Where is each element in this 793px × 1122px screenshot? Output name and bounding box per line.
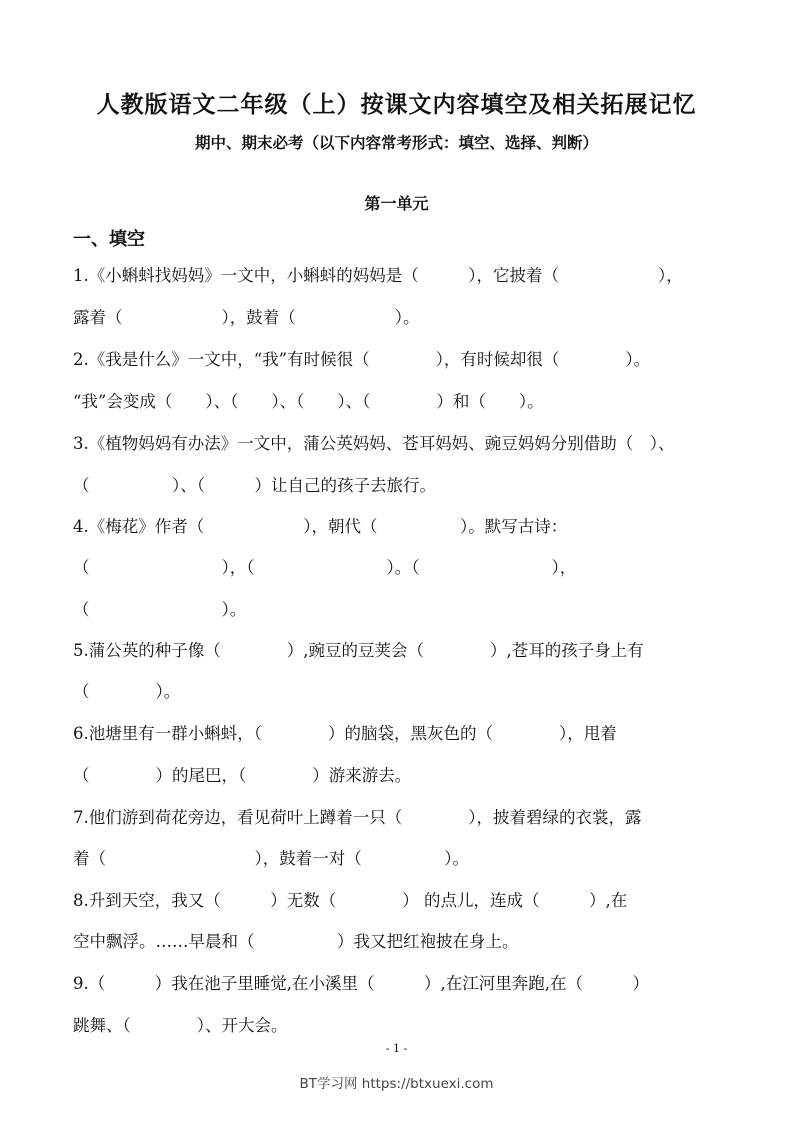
question-8-line-2: 空中飘浮。……早晨和（ ）我又把红袍披在身上。 bbox=[73, 932, 519, 951]
question-1-line-1: 1.《小蝌蚪找妈妈》一文中，小蝌蚪的妈妈是（ ），它披着（ ）， bbox=[73, 266, 683, 285]
question-7-line-1: 7.他们游到荷花旁边，看见荷叶上蹲着一只（ ），披着碧绿的衣裳，露 bbox=[73, 808, 642, 827]
question-3-line-2: （ ）、（ ）让自己的孩子去旅行。 bbox=[73, 476, 436, 495]
question-4-line-3: （ ）。 bbox=[73, 600, 247, 619]
question-2-line-1: 2.《我是什么》一文中，“我”有时候很（ ），有时候却很（ ）。 bbox=[73, 350, 651, 369]
question-3-line-1: 3.《植物妈妈有办法》一文中，蒲公英妈妈、苍耳妈妈、豌豆妈妈分别借助（ ）、 bbox=[73, 434, 675, 453]
unit-heading: 第一单元 bbox=[364, 194, 429, 213]
page-number: - 1 - bbox=[385, 1042, 408, 1055]
question-5-line-1: 5.蒲公英的种子像（ ）,豌豆的豆荚会（ ）,苍耳的孩子身上有 bbox=[73, 641, 644, 660]
question-6-line-1: 6.池塘里有一群小蝌蚪，（ ）的脑袋，黑灰色的（ ），甩着 bbox=[73, 724, 617, 743]
question-9-line-1: 9.（ ）我在池子里睡觉,在小溪里（ ）,在江河里奔跑,在（ ） bbox=[73, 974, 649, 993]
question-4-line-1: 4.《梅花》作者（ ），朝代（ ）。默写古诗： bbox=[73, 517, 568, 536]
question-6-line-2: （ ）的尾巴，（ ）游来游去。 bbox=[73, 766, 412, 785]
question-4-line-2: （ ），（ ）。（ ）， bbox=[73, 558, 577, 577]
question-1-line-2: 露着（ ），鼓着（ ）。 bbox=[73, 308, 420, 327]
question-5-line-2: （ ）。 bbox=[73, 682, 181, 701]
question-2-line-2: “我”会变成（ ）、（ ）、（ ）、（ ）和（ ）。 bbox=[73, 392, 544, 411]
document-subtitle: 期中、期末必考（以下内容常考形式：填空、选择、判断） bbox=[194, 134, 598, 152]
section-heading: 一、填空 bbox=[73, 229, 145, 250]
question-9-line-2: 跳舞、（ ）、开大会。 bbox=[73, 1016, 288, 1035]
question-8-line-1: 8.升到天空，我又（ ）无数（ ） 的点儿，连成（ ）,在 bbox=[73, 891, 628, 910]
document-title: 人教版语文二年级（上）按课文内容填空及相关拓展记忆 bbox=[96, 92, 697, 118]
question-7-line-2: 着（ ），鼓着一对（ ）。 bbox=[73, 849, 469, 868]
footer-watermark: BT学习网 https://btxuexi.com bbox=[299, 1076, 494, 1092]
